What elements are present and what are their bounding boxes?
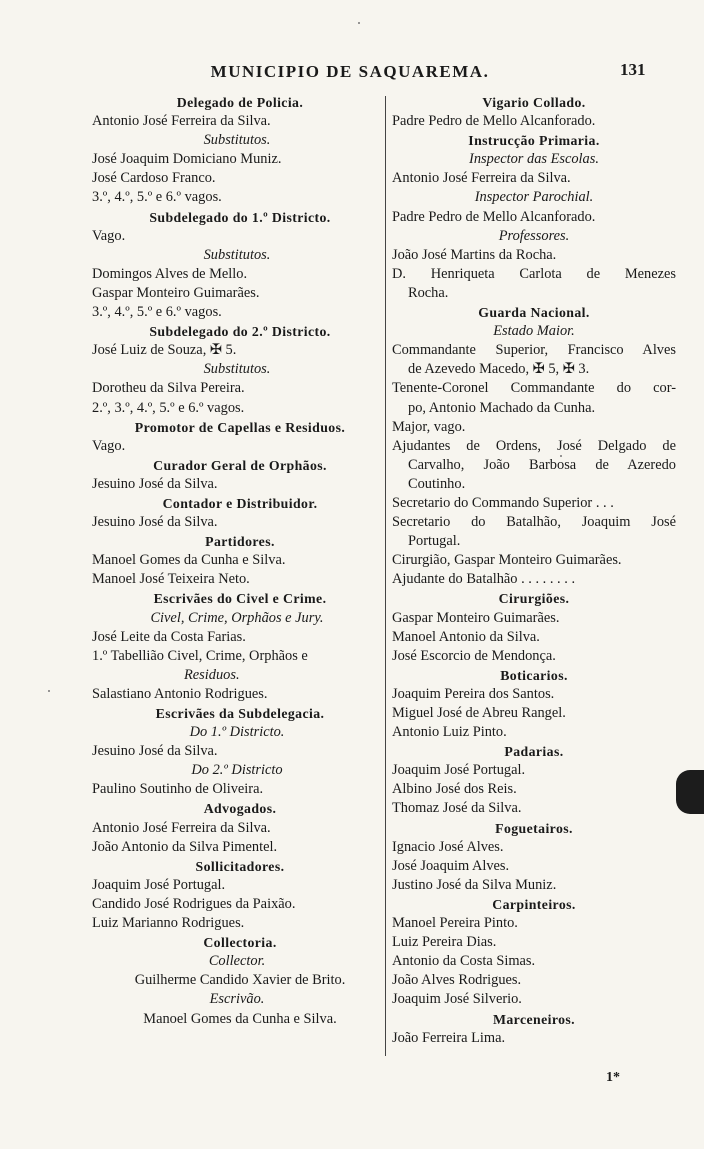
entry-line: Antonio José Ferreira da Silva. (92, 819, 271, 836)
entry-line: Antonio José Ferreira da Silva. (392, 170, 571, 187)
entry-line: Tenente-Coronel Commandante do cor- (392, 380, 676, 397)
entry-line: Manoel Gomes da Cunha e Silva. (143, 1010, 337, 1027)
entry-line: Padre Pedro de Mello Alcanforado. (392, 113, 596, 130)
section-heading: Subdelegado do 1.º Districto. (149, 209, 331, 225)
subheading: Substitutos. (203, 246, 271, 263)
entry-line: Manoel Pereira Pinto. (392, 915, 518, 932)
section-heading: Marceneiros. (492, 1011, 576, 1027)
section-heading: Carpinteiros. (492, 896, 576, 912)
section-heading: Subdelegado do 2.º Districto. (149, 324, 331, 340)
subheading: Do 1.º Districto. (189, 724, 285, 741)
paper-speck (560, 455, 562, 457)
entry-line: Secretario do Batalhão, Joaquim José (392, 514, 676, 531)
section-heading: Contador e Distribuidor. (162, 495, 318, 511)
entry-line: Ajudante do Batalhão . . . . . . . . (392, 571, 576, 588)
entry-line: Paulino Soutinho de Oliveira. (92, 781, 264, 798)
entry-line: Vago. (92, 437, 126, 454)
entry-continuation: Coutinho. (408, 475, 466, 492)
section-heading: Guarda Nacional. (478, 305, 590, 321)
entry-line: Salastiano Antonio Rodrigues. (92, 685, 268, 702)
entry-line: Commandante Superior, Francisco Alves (392, 342, 676, 359)
subheading: Collector. (208, 953, 266, 970)
entry-line: Domingos Alves de Mello. (92, 265, 248, 282)
section-heading: Vigario Collado. (482, 95, 586, 110)
entry-line: 3.º, 4.º, 5.º e 6.º vagos. (92, 189, 222, 206)
section-heading: Partidores. (205, 534, 275, 550)
entry-line: José Escorcio de Mendonça. (392, 647, 556, 664)
entry-line: Ignacio José Alves. (392, 838, 504, 855)
subheading: Estado Maior. (493, 323, 575, 340)
section-heading: Collectoria. (203, 935, 277, 951)
entry-line: Padre Pedro de Mello Alcanforado. (392, 208, 596, 225)
entry-line: José Luiz de Souza, ✠ 5. (92, 342, 237, 359)
paper-speck (48, 690, 50, 692)
entry-line: Guilherme Candido Xavier de Brito. (134, 972, 346, 989)
section-heading: Promotor de Capellas e Residuos. (134, 419, 346, 435)
subheading: Inspector Parochial. (474, 189, 594, 206)
entry-continuation: Rocha. (408, 284, 449, 301)
entry-continuation: Portugal. (408, 533, 461, 550)
entry-line: João José Martins da Rocha. (392, 246, 557, 263)
section-heading: Cirurgiões. (498, 591, 570, 607)
entry-line: Dorotheu da Silva Pereira. (92, 380, 245, 397)
entry-line: Antonio José Ferreira da Silva. (92, 113, 271, 130)
entry-line: José Joaquim Domiciano Muniz. (92, 151, 282, 168)
section-heading: Boticarios. (500, 667, 568, 683)
entry-line: Luiz Pereira Dias. (392, 934, 497, 951)
entry-line: Gaspar Monteiro Guimarães. (392, 609, 560, 626)
subheading: Civel, Crime, Orphãos e Jury. (150, 609, 324, 626)
entry-line: Joaquim José Portugal. (392, 762, 526, 779)
entry-line: Vago. (92, 227, 126, 244)
entry-line: Antonio da Costa Simas. (392, 953, 536, 970)
entry-line: Joaquim José Portugal. (92, 876, 226, 893)
entry-continuation: Carvalho, João Barbosa de Azeredo (408, 456, 676, 473)
section-heading: Advogados. (203, 801, 277, 817)
page-number: 131 (620, 60, 646, 79)
entry-line: Joaquim José Silverio. (392, 991, 522, 1008)
subheading: Do 2.º Districto (191, 762, 283, 779)
right-column (384, 93, 676, 1048)
entry-line: João Alves Rodrigues. (392, 972, 522, 989)
entry-line: João Antonio da Silva Pimentel. (92, 838, 278, 855)
section-heading: Instrucção Primaria. (468, 133, 600, 149)
subheading: Escrivão. (209, 991, 265, 1008)
entry-line: Justino José da Silva Muniz. (392, 876, 557, 893)
subheading: Inspector das Escolas. (469, 151, 599, 168)
entry-continuation: Residuos. (184, 666, 240, 683)
entry-line: Secretario do Commando Superior . . . (392, 494, 614, 511)
entry-line: João Ferreira Lima. (392, 1029, 506, 1046)
entry-continuation: po, Antonio Machado da Cunha. (408, 399, 596, 416)
section-heading: Sollicitadores. (195, 858, 285, 874)
entry-line: Jesuino José da Silva. (92, 475, 218, 492)
entry-line: José Leite da Costa Farias. (92, 628, 246, 645)
entry-line: Major, vago. (392, 418, 466, 435)
entry-line: Joaquim Pereira dos Santos. (392, 685, 555, 702)
entry-line: 2.º, 3.º, 4.º, 5.º e 6.º vagos. (92, 399, 245, 416)
entry-line: Miguel José de Abreu Rangel. (392, 705, 566, 721)
section-heading: Delegado de Policia. (176, 95, 304, 110)
entry-line: Thomaz José da Silva. (392, 800, 522, 817)
subheading: Professores. (498, 227, 570, 244)
entry-line: Luiz Marianno Rodrigues. (92, 915, 245, 932)
entry-line: Gaspar Monteiro Guimarães. (92, 284, 260, 301)
subheading: Substitutos. (203, 361, 271, 378)
entry-line: D. Henriqueta Carlota de Menezes (392, 265, 676, 282)
ink-blot (676, 770, 704, 814)
entry-line: Albino José dos Reis. (392, 781, 517, 798)
paper-speck (358, 22, 360, 24)
entry-line: Candido José Rodrigues da Paixão. (92, 895, 296, 912)
section-heading: Escrivães da Subdelegacia. (155, 706, 325, 721)
entry-line: Manoel Antonio da Silva. (392, 628, 540, 645)
subheading: Substitutos. (203, 132, 271, 149)
section-heading: Curador Geral de Orphãos. (153, 457, 327, 473)
entry-line: Manoel José Teixeira Neto. (92, 571, 250, 588)
entry-continuation: de Azevedo Macedo, ✠ 5, ✠ 3. (408, 361, 590, 378)
entry-line: Jesuino José da Silva. (92, 743, 218, 760)
section-heading: Foguetairos. (495, 820, 573, 836)
entry-line: José Cardoso Franco. (92, 170, 216, 187)
signature-mark: 1* (606, 1070, 620, 1085)
entry-line: Ajudantes de Ordens, José Delgado de (392, 437, 676, 454)
entry-line: Manoel Gomes da Cunha e Silva. (92, 552, 286, 569)
entry-line: Cirurgião, Gaspar Monteiro Guimarães. (392, 552, 622, 569)
entry-line: José Joaquim Alves. (392, 857, 510, 874)
section-heading: Escrivães do Civel e Crime. (153, 591, 327, 607)
entry-line: Jesuino José da Silva. (92, 514, 218, 531)
entry-line: Antonio Luiz Pinto. (392, 724, 507, 741)
left-column (92, 93, 382, 1029)
section-heading: Padarias. (504, 744, 564, 760)
entry-line: 1.º Tabellião Civel, Crime, Orphãos e (92, 647, 308, 664)
entry-line: 3.º, 4.º, 5.º e 6.º vagos. (92, 304, 222, 321)
running-head-title: MUNICIPIO DE SAQUAREMA. (210, 62, 490, 81)
